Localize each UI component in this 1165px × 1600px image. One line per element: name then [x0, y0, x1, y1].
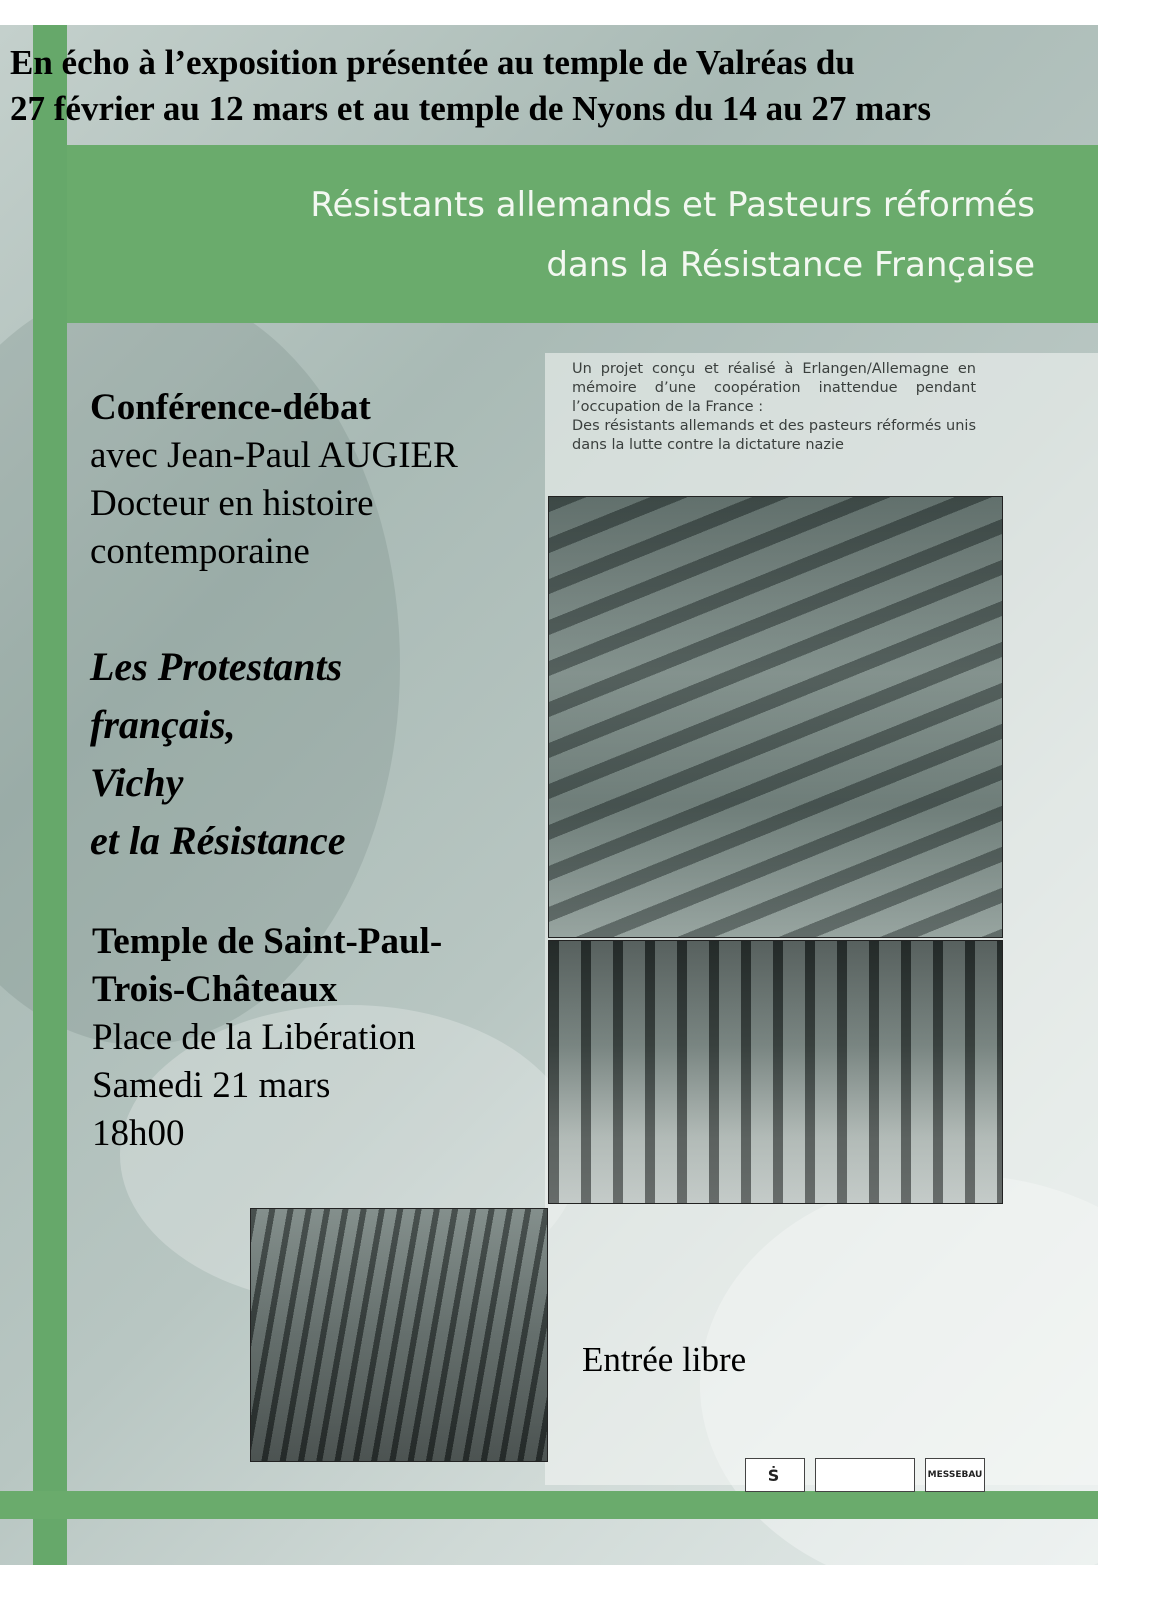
vertical-green-stripe [33, 25, 67, 1565]
exhibition-intro [10, 40, 1090, 132]
sponsor-logo-institute [815, 1458, 915, 1492]
venue-name-2: Trois-Châteaux [92, 969, 338, 1010]
banner-line-2: dans la Résistance Française [546, 245, 1035, 285]
talk-line-4: et la Résistance [90, 818, 346, 863]
bottom-green-stripe [0, 1491, 1098, 1519]
talk-line-1: Les Protestants [90, 644, 343, 689]
sponsor-logo-messebau: MESSEBAU [925, 1458, 985, 1492]
caption-text-1: Un projet conçu et réalisé à Erlangen/Allemagne en mémoire d’une coopération inattendue pendant l’occupation de la France : [572, 361, 976, 415]
banner-title [310, 175, 1035, 295]
sponsor-logos [745, 1458, 985, 1494]
sparkasse-icon: Ṡ [767, 1465, 780, 1485]
conference-role-2: contemporaine [90, 531, 310, 572]
caption-text-2: Des résistants allemands et des pasteurs réformés unis dans la lutte contre la dictature nazie [572, 418, 976, 453]
photo-victims [548, 496, 1003, 938]
conference-title: Conférence-débat [90, 387, 371, 428]
conference-block [90, 384, 458, 576]
talk-line-3: Vichy [90, 760, 184, 805]
venue-address: Place de la Libération [92, 1017, 416, 1058]
talk-line-2: français, [90, 702, 236, 747]
sponsor-logo-bank [745, 1458, 805, 1492]
conference-role-1: Docteur en histoire [90, 483, 374, 524]
talk-title [90, 638, 346, 870]
event-time: 18h00 [92, 1113, 185, 1154]
intro-line-1: En écho à l’exposition présentée au temple de Valréas du [10, 43, 855, 82]
event-date: Samedi 21 mars [92, 1065, 331, 1106]
venue-block [92, 918, 442, 1158]
banner-line-1: Résistants allemands et Pasteurs réformés [310, 185, 1035, 225]
photo-group-table [250, 1208, 548, 1462]
intro-line-2: 27 février au 12 mars et au temple de Nyons du 14 au 27 mars [10, 89, 931, 128]
conference-speaker: avec Jean-Paul AUGIER [90, 435, 458, 476]
entry-free: Entrée libre [582, 1340, 747, 1379]
venue-name-1: Temple de Saint-Paul- [92, 921, 443, 962]
photo-march [548, 940, 1003, 1204]
project-caption [572, 360, 976, 455]
